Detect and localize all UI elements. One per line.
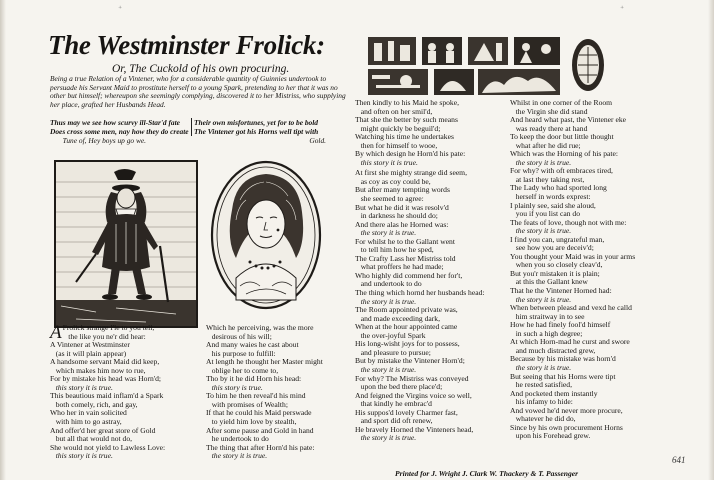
tune-name-end: Gold.: [309, 136, 326, 145]
verse-line: herself in words exprest:: [510, 192, 591, 202]
verse-line: For whilst he to the Gallant went: [355, 236, 455, 246]
woodcut-gentleman-image: [54, 160, 198, 328]
verse-line: How he had finely fool'd himself: [510, 320, 611, 330]
verse-line: The feats of love, though not with me:: [510, 217, 627, 227]
verse-line: At which Horn-mad he curst and swore: [510, 337, 630, 347]
verse-refrain: the story it is true.: [206, 451, 268, 461]
verse-line: you if you list can do: [510, 209, 581, 219]
verse-column-3: [355, 99, 505, 443]
verse-line: And vowed he'd never more procure,: [510, 405, 623, 415]
verse-refrain: the story it is true.: [355, 433, 417, 443]
verse-line: If that he could his Maid perswade: [206, 408, 312, 418]
verse-line: but all that would not do,: [50, 434, 133, 444]
verse-refrain: the story it is true.: [510, 294, 572, 304]
tune-couplet-left: [50, 119, 190, 136]
verse-line: with promises of Wealth;: [206, 399, 288, 409]
verse-line: the over-joyful Spark: [355, 330, 426, 340]
verse-line: see how you are deceiv'd;: [510, 243, 594, 253]
verse-line: might quickly be beguil'd;: [355, 123, 441, 133]
tune-line: Their own misfortunes, yet for to be bold: [194, 118, 319, 127]
verse-line: as coy as coy could be,: [355, 176, 431, 186]
verse-refrain: the story it is true.: [355, 364, 417, 374]
verse-line: and made exceeding dark,: [355, 313, 440, 323]
verse-line: in darkness he should do;: [355, 211, 438, 221]
verse-line: For by mistake his head was Horn'd;: [50, 374, 162, 384]
verse-line: You thought your Maid was in your arms: [510, 251, 636, 261]
imprint-line: Printed for J. Wright J. Clark W. Thackery & T. Passenger: [395, 469, 579, 478]
verse-line: his infamy to hide:: [510, 397, 573, 407]
verse-line: A Vintener at Westminster: [50, 340, 130, 350]
verse-refrain: this story it is true.: [50, 382, 113, 392]
verse-line: and undertook to do: [355, 279, 422, 289]
verse-line: Tho by it he did Horn his head:: [206, 374, 302, 384]
drop-cap: A: [50, 322, 62, 343]
verse-line: For why? The Mistriss was conveyed: [355, 373, 469, 383]
ballad-introduction: Being a true Relation of a Vintener, who for a considerable quantity of Guinnies undertook to persuade his Servant Maid to prostitute herself to a young Spark, pretending to her that it was no other but himself; whereupon she seemingly complying, discovered it to her Mistriss, who supplying her place, grafted her Husbands Head.: [50, 74, 346, 109]
verse-line: was ready there at hand: [510, 123, 588, 133]
verse-refrain: this story it is true.: [50, 451, 113, 461]
verse-line: him straitway in to see: [510, 311, 585, 321]
verse-line: The Lady who had sported long: [510, 183, 607, 193]
verse-line: Whilst in one corner of the Room: [510, 98, 613, 107]
verse-refrain: the story it is true.: [510, 157, 572, 167]
verse-line: at last they taking rest,: [510, 174, 585, 184]
verse-refrain: this story is true.: [206, 382, 263, 392]
verse-line: Who her in vain solicited: [50, 408, 127, 418]
verse-line: the like you ne'r did hear:: [62, 331, 146, 341]
verse-line: The thing that after Horn'd his pate:: [206, 442, 315, 452]
verse-column-4: [510, 99, 670, 441]
verse-line: And feigned the Virgins voice so well,: [355, 390, 472, 400]
verse-line: to tell him how he sped,: [355, 245, 434, 255]
verse-line: This beautious maid inflam'd a Spark: [50, 391, 164, 401]
verse-line: For why? with oft embraces tired,: [510, 166, 613, 176]
verse-line: and sport did oft renew,: [355, 416, 433, 426]
verse-line: And there alas he Horned was:: [355, 219, 449, 229]
catalogue-number: 641: [672, 455, 686, 465]
edge-mark: ⁺: [118, 4, 123, 13]
verse-line: After some pause and Gold in hand: [206, 425, 314, 435]
verse-line: I plainly see, said she aloud,: [510, 200, 596, 210]
woman-portrait-icon: [210, 160, 322, 310]
verse-line: upon the bed there place'd;: [355, 382, 443, 392]
verse-line: both comely, rich, and gay,: [50, 399, 138, 409]
verse-line: whatever he did do,: [510, 414, 576, 424]
verse-line: which makes him now to rue,: [50, 365, 146, 375]
verse-refrain: this story it is true.: [355, 157, 418, 167]
verse-line: At first she mighty strange did seem,: [355, 168, 467, 178]
verse-line: By which design he Horn'd his pate:: [355, 149, 466, 159]
verse-line: she seemed to agree:: [355, 194, 424, 204]
verse-line: Since by his own procurement Horns: [510, 422, 623, 432]
tune-line: Thus may we see how scurvy ill-Star'd fate: [50, 118, 180, 127]
verse-line: the Virgin she did stand: [510, 106, 588, 116]
verse-line: But by mistake the Vintener Horn'd;: [355, 356, 465, 366]
verse-line: oblige her to come to,: [206, 365, 279, 375]
woodcut-scenes-icon: [366, 35, 610, 97]
page-edge-left: [0, 0, 6, 480]
verse-refrain: the story it is true.: [510, 362, 572, 372]
verse-line: his purpose to fulfill:: [206, 348, 276, 358]
verse-line: At length he thought her Master might: [206, 357, 323, 367]
verse-refrain: the story it is true.: [510, 226, 572, 236]
tune-name-text: Tune of, Hey boys up go we.: [62, 136, 146, 145]
verse-line: But after many tempting words: [355, 185, 450, 195]
verse-line: upon his Forehead grew.: [510, 431, 591, 441]
verse-line: And pocketed them instantly: [510, 388, 598, 398]
verse-line: She would not yield to Lawless Love:: [50, 442, 166, 452]
woodcut-gentleman-icon: [56, 162, 196, 326]
verse-line: That she the better by such means: [355, 115, 458, 125]
verse-line: The thing which hornd her husbands head:: [355, 288, 485, 298]
edge-mark: ⁺: [620, 4, 625, 13]
verse-line: desirous of his will;: [206, 331, 272, 341]
verse-line: And offer'd her great store of Gold: [50, 425, 156, 435]
verse-line: and much distracted grew,: [510, 345, 596, 355]
verse-line: The Crafty Lass her Mistriss told: [355, 253, 456, 263]
verse-line: with him to go astray,: [50, 417, 122, 427]
page-edge-right: [708, 0, 714, 480]
verse-line: I find you can, ungrateful man,: [510, 234, 605, 244]
verse-line: in such a high degree;: [510, 328, 583, 338]
verse-column-2: [206, 324, 346, 461]
verse-line: But you'r mistaken it is plain;: [510, 268, 600, 278]
tune-couplet-right: [194, 119, 330, 136]
verse-line: His suppos'd lovely Charmer fast,: [355, 407, 458, 417]
verse-line: then for himself to wooe,: [355, 140, 438, 150]
verse-line: But seeing that his Horns were tipt: [510, 371, 616, 381]
verse-line: But what he did it was resolv'd: [355, 202, 449, 212]
verse-line: His long-wisht joys for to possess,: [355, 339, 460, 349]
verse-line: When at the hour appointed came: [355, 322, 458, 332]
verse-line: what proffers he had made;: [355, 262, 444, 272]
tune-line: Does cross some men, nay how they do create: [50, 126, 189, 136]
verse-refrain: the story it is true.: [355, 296, 417, 306]
verse-refrain: the story it is true.: [355, 228, 417, 238]
verse-line: To keep the door but little thought: [510, 132, 614, 142]
verse-line: Who highly did commend her for't,: [355, 270, 463, 280]
verse-line: at this the Gallant knew: [510, 277, 588, 287]
verse-line: Because by his mistake was horn'd: [510, 354, 616, 364]
oval-portrait-image: [210, 160, 322, 310]
verse-line: To him he then reveal'd his mind: [206, 391, 306, 401]
verse-line: He bravely Horned the Vinteners head,: [355, 424, 474, 434]
verse-line: to yield him love by stealth,: [206, 417, 297, 427]
verse-line: when you so closely cleav'd,: [510, 260, 603, 270]
verse-line: A Frolick strange I'le to you tell,: [50, 322, 155, 343]
verse-line: Which he perceiving, was the more: [206, 323, 314, 332]
verse-line: (as it will plain appear): [50, 348, 127, 358]
verse-line: that kindly he embrac'd: [355, 399, 432, 409]
ballad-title: The Westminster Frolick:: [48, 30, 325, 60]
verse-line: Then kindly to his Maid he spoke,: [355, 98, 459, 107]
verse-line: Which was the Horning of his pate:: [510, 149, 618, 159]
verse-line: And heard what past, the Vintener eke: [510, 115, 627, 125]
tune-name: [50, 137, 326, 146]
top-woodcut-strip: [366, 35, 610, 97]
verse-line: he undertook to do: [206, 434, 269, 444]
verse-line: he rested satisfied,: [510, 380, 572, 390]
column-divider: [191, 118, 192, 136]
verse-line: The Room appointed private was,: [355, 305, 458, 315]
verse-column-1: [50, 324, 200, 461]
verse-line: and pleasure to pursue;: [355, 347, 431, 357]
verse-line: A handsome servant Maid did keep,: [50, 357, 160, 367]
verse-line: what after he did rue;: [510, 140, 581, 150]
verse-line: And many waies he cast about: [206, 340, 299, 350]
ballad-subtitle: Or, The Cuckold of his own procuring.: [112, 63, 290, 75]
verse-line: When between pleasd and vexd he calld: [510, 303, 632, 313]
tune-line: The Vintener got his Horns well tipt with: [194, 126, 319, 136]
verse-line: and often on her smil'd,: [355, 106, 433, 116]
verse-line: Watching his time he undertakes: [355, 132, 454, 142]
verse-line: That he the Vintener Horned had:: [510, 286, 612, 296]
